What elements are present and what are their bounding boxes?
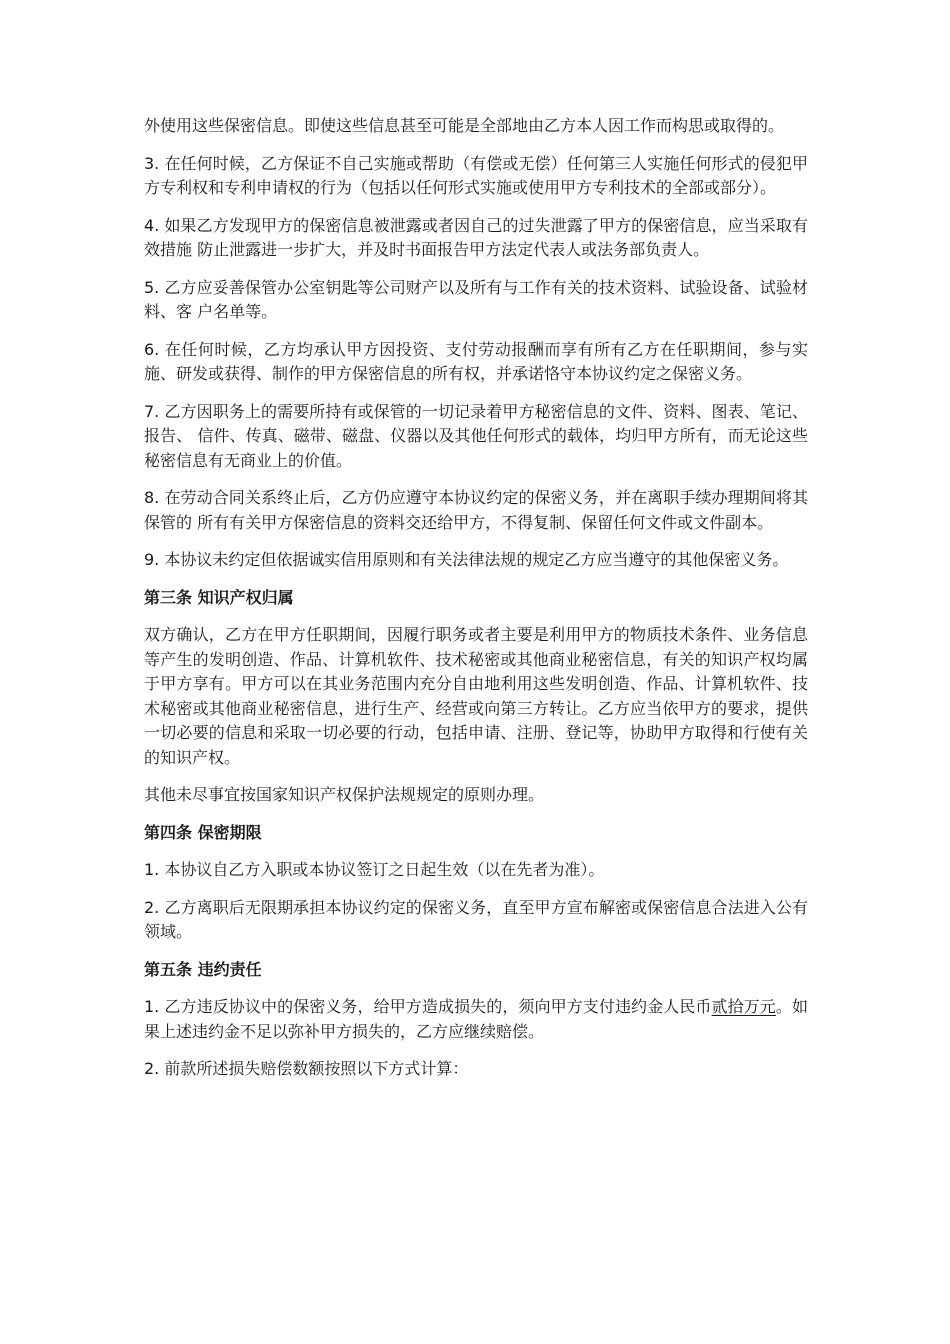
article2-item-5: 5. 乙方应妥善保管办公室钥匙等公司财产以及所有与工作有关的技术资料、试验设备、试验材料、客 户名单等。 [144, 277, 808, 321]
document-page [144, 114, 808, 1095]
article5-heading: 第五条 违约责任 [144, 959, 262, 979]
article3-heading: 第三条 知识产权归属 [144, 587, 294, 607]
article4-item-1: 1. 本协议自乙方入职或本协议签订之日起生效（以在先者为准）。 [144, 860, 605, 879]
article3-paragraph-1: 双方确认，乙方在甲方任职期间，因履行职务或者主要是利用甲方的物质技术条件、业务信息等产生的发明创造、作品、计算机软件、技术秘密或其他商业秘密信息，有关的知识产权均属于甲方享有。甲方可以在其业务范围内充分自由地利用这些发明创造、作品、计算机软件、技术秘密或其他商业秘密信息，进行生产、经营或向第三方转让。乙方应当依甲方的要求，提供一切必要的信息和采取一切必要的行动，包括申请、注册、登记等，协助甲方取得和行使有关的知识产权。 [144, 625, 808, 767]
article2-item-6: 6. 在任何时候，乙方均承认甲方因投资、支付劳动报酬而享有所有乙方在任职期间，参与实施、研发或获得、制作的甲方保密信息的所有权，并承诺恪守本协议约定之保密义务。 [144, 339, 808, 383]
article3-paragraph-2: 其他未尽事宜按国家知识产权保护法规规定的原则办理。 [144, 785, 545, 804]
article2-item-8: 8. 在劳动合同关系终止后，乙方仍应遵守本协议约定的保密义务，并在离职手续办理期间将其保管的 所有有关甲方保密信息的资料交还给甲方，不得复制、保留任何文件或文件副本。 [144, 488, 808, 532]
article5-item-1 [144, 995, 808, 1044]
article4-item-2: 2. 乙方离职后无限期承担本协议约定的保密义务，直至甲方宣布解密或保密信息合法进入公有领域。 [144, 897, 808, 941]
continuation-paragraph: 外使用这些保密信息。即使这些信息甚至可能是全部地由乙方本人因工作而构思或取得的。 [144, 116, 785, 135]
article2-item-3: 3. 在任何时候，乙方保证不自己实施或帮助（有偿或无偿）任何第三人实施任何形式的侵犯甲方专利权和专利申请权的行为（包括以任何形式实施或使用甲方专利技术的全部或部分）。 [144, 153, 808, 197]
article2-item-7: 7. 乙方因职务上的需要所持有或保管的一切记录着甲方秘密信息的文件、资料、图表、笔记、报告、 信件、传真、磁带、磁盘、仪器以及其他任何形式的载体，均归甲方所有，而无论这些秘密信息有无商业上的价值。 [144, 401, 808, 470]
article2-item-4: 4. 如果乙方发现甲方的保密信息被泄露或者因自己的过失泄露了甲方的保密信息，应当采取有效措施 防止泄露进一步扩大，并及时书面报告甲方法定代表人或法务部负责人。 [144, 215, 808, 259]
article2-item-9: 9. 本协议未约定但依据诚实信用原则和有关法律法规的规定乙方应当遵守的其他保密义务。 [144, 550, 789, 569]
article5-item-1-text-after: 。如果上述违约金不足以弥补甲方损失的，乙方应继续赔偿。 [144, 997, 808, 1041]
article5-item-1-text-before: 1. 乙方违反协议中的保密义务，给甲方造成损失的，须向甲方支付违约金人民币 [144, 997, 712, 1016]
article4-heading: 第四条 保密期限 [144, 822, 262, 842]
penalty-amount: 贰拾万元 [711, 997, 776, 1016]
article5-item-2: 2. 前款所述损失赔偿数额按照以下方式计算： [144, 1059, 469, 1078]
